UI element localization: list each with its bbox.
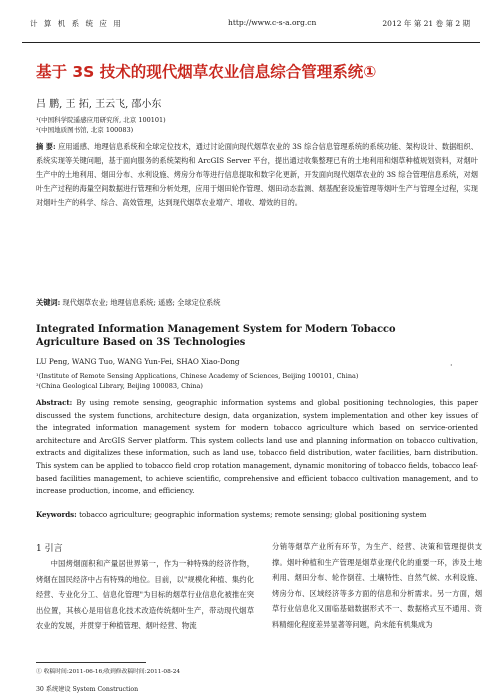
abstract-en-text: By using remote sensing, geographic information systems and global positioning technologies, this paper discussed the system functions, architecture design, data organization, system implementation and other key issues of the integrated information management system for modern tobacco agriculture which based on service-oriented architecture and ArcGIS Server platform. This system collects land use and planning information on tobacco cultivation, extracts and digitalizes these information, such as land use, tobacco field distribution, water facilities, barn distribution. This system can be applied to tobacco field crop rotation management, dynamic monitoring of tobacco fields, tobacco leaf-based facilities management, to achieve scientific, comprehensive and efficient tobacco cultivation management, and to increase production, income, and efficiency. — [36, 398, 478, 496]
affiliation-2: ²(中国地质图书馆, 北京 100083) — [36, 126, 134, 134]
keywords-cn — [36, 298, 220, 308]
abstract-cn-label: 摘 要: — [36, 142, 56, 151]
paper-title-en: Integrated Information Management System for Modern Tobacco Agriculture Based on 3S Technologies — [36, 324, 396, 348]
section-1-heading: 1 引言 — [36, 544, 63, 554]
intro-left-column: 中国烤烟面积和产量居世界第一，作为一种特殊的经济作物，烤烟在国民经济中占有特殊的地位。目前，以"规模化种植、集约化经营、专业化分工、信息化管理"为目标的烟草行业信息化被推在突出位置，其核心是用信息化技术改造传统烟叶生产，带动现代烟草农业的发展，并贯穿于种植管理、烟叶经营、物流 — [36, 559, 254, 631]
keywords-en — [36, 510, 478, 519]
paper-title: 基于 3S 技术的现代烟草农业信息综合管理系统① — [36, 63, 377, 81]
keywords-cn-text: 现代烟草农业; 地理信息系统; 遥感; 全球定位系统 — [62, 298, 221, 307]
stray-mark: · — [450, 361, 453, 370]
keywords-cn-label: 关键词: — [36, 298, 61, 307]
abstract-en — [36, 397, 478, 498]
header-divider — [22, 42, 480, 43]
running-header — [22, 8, 480, 28]
paper-authors: 吕 鹏, 王 拓, 王云飞, 邵小东 — [36, 99, 162, 110]
page-footer: 30 系统建设 System Construction — [36, 686, 139, 693]
footnote-divider — [36, 662, 146, 663]
journal-name: 计 算 机 系 统 应 用 — [30, 19, 123, 28]
keywords-en-text: tobacco agriculture; geographic information systems; remote sensing; global positioning system — [79, 510, 427, 519]
issue-info: 2012 年 第 21 卷 第 2 期 — [382, 19, 470, 28]
keywords-en-label: Keywords: — [36, 510, 77, 519]
paper-authors-en: LU Peng, WANG Tuo, WANG Yun-Fei, SHAO Xiao-Dong — [36, 357, 240, 366]
affiliation-en-2: ²(China Geological Library, Beijing 100083, China) — [36, 382, 203, 390]
affiliation-1: ¹(中国科学院遥感应用研究所, 北京 100101) — [36, 116, 166, 124]
affiliation-en-1: ¹(Institute of Remote Sensing Applications, Chinese Academy of Sciences, Beijing 100101, China) — [36, 372, 359, 380]
footnote: ① 收稿时间:2011-06-16;收到修改稿时间:2011-08-24 — [36, 669, 181, 675]
abstract-cn — [36, 140, 478, 210]
intro-right-column: 分销等烟草产业所有环节，为生产、经营、决策和管理提供支撑。烟叶种植和生产管理是烟草业现代化的重要一环，涉及土地利用、烟田分布、轮作倒茬、土壤特性、自然气候、水利设施、烤房分布、区域经济等多方面的信息和分析需求。另一方面，烟草行业信息化又面临基础数据形式不一、数据格式互不通用、资料精细化程度差异显著等问题，尚未能有机集成为 — [272, 542, 482, 629]
abstract-en-label: Abstract: — [36, 398, 73, 407]
journal-url[interactable]: http://www.c-s-a.org.cn — [228, 18, 317, 27]
abstract-cn-text: 应用遥感、地理信息系统和全球定位技术，通过讨论面向现代烟草农业的 3S 综合信息管理系统的系统功能、架构设计、数据组织、系统实现等关键问题，基于面向服务的系统架构和 ArcGIS Server 平台，提出通过收集整理已有的土地利用和烟草种植规划资料，对烟叶生产中的土地利用、烟田分布、水利设施、烤房分布等进行信息提取和数字化更新，开发面向现代烟草农业的 3S 综合管理信息系统，对烟叶生产过程的海量空间数据进行管理和分析处理，应用于烟田轮作管理、烟田动态监测、烟基配套设施管理等烟叶生产与管理全过程，实现对烟叶生产的科学、综合、高效管理，达到现代烟草农业增产、增收、增效的目的。 — [36, 142, 478, 207]
